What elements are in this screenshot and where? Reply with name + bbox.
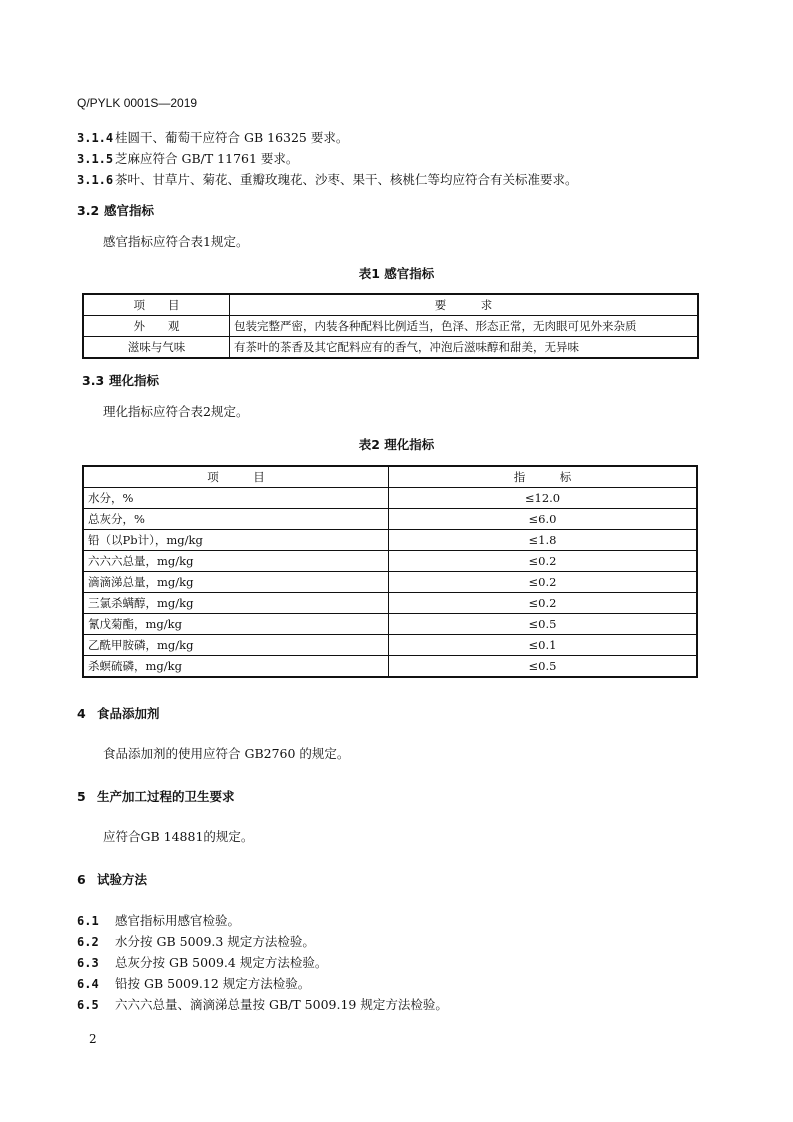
table-cell: 滋味与气味 [83, 337, 230, 359]
section-6-heading [77, 872, 147, 888]
table-cell: ≤0.2 [389, 572, 698, 593]
clause-3-1-4 [77, 130, 348, 146]
section-number: 4 [77, 706, 86, 721]
table1-title: 表1 感官指标 [358, 266, 435, 281]
clause-number: 6.4 [77, 977, 99, 991]
section-3-3-heading [82, 373, 159, 389]
table-row [83, 316, 698, 337]
table-row [83, 572, 697, 593]
section-4-text: 食品添加剂的使用应符合 GB2760 的规定。 [103, 746, 350, 761]
section-title: 感官指标 [104, 203, 155, 218]
table-cell: 水分，% [83, 488, 389, 509]
table-cell: ≤0.5 [389, 656, 698, 678]
section-3-2-text: 感官指标应符合表1规定。 [103, 234, 249, 249]
table-cell: 包装完整严密，内装各种配料比例适当，色泽、形态正常，无肉眼可见外来杂质 [230, 316, 699, 337]
section-4-heading [77, 706, 160, 722]
clause-text: 芝麻应符合 GB/T 11761 要求。 [115, 151, 299, 166]
clause-number: 6.3 [77, 956, 99, 970]
table-cell: ≤0.1 [389, 635, 698, 656]
clause-number: 6.2 [77, 935, 99, 949]
table-cell: 有茶叶的茶香及其它配料应有的香气，冲泡后滋味醇和甜美，无异味 [230, 337, 699, 359]
table-cell: 总灰分，% [83, 509, 389, 530]
clause-number: 3.1.6 [77, 173, 114, 187]
header-cell: 要 求 [230, 294, 699, 316]
table-cell: 滴滴涕总量，mg/kg [83, 572, 389, 593]
table-cell: ≤6.0 [389, 509, 698, 530]
section-3-2-heading [77, 203, 154, 219]
table-cell: 三氯杀螨醇，mg/kg [83, 593, 389, 614]
table-row [83, 488, 697, 509]
clause-text: 茶叶、甘草片、菊花、重瓣玫瑰花、沙枣、果干、核桃仁等均应符合有关标准要求。 [115, 172, 578, 187]
table-cell: 乙酰甲胺磷，mg/kg [83, 635, 389, 656]
table-cell: 外 观 [83, 316, 230, 337]
table2-title: 表2 理化指标 [358, 437, 435, 452]
table-cell: ≤0.2 [389, 593, 698, 614]
table-row [83, 337, 698, 359]
clause-number: 3.1.5 [77, 152, 114, 166]
clause-6-3 [77, 955, 327, 971]
clause-3-1-6 [77, 172, 578, 188]
section-title: 试验方法 [97, 872, 148, 887]
page-number: 2 [89, 1032, 97, 1046]
table-cell: ≤0.2 [389, 551, 698, 572]
section-number: 5 [77, 789, 86, 804]
table-row [83, 635, 697, 656]
table-row [83, 614, 697, 635]
table-cell: ≤1.8 [389, 530, 698, 551]
clause-text: 铅按 GB 5009.12 规定方法检验。 [115, 976, 311, 991]
clause-6-4 [77, 976, 310, 992]
clause-6-5 [77, 997, 448, 1013]
section-number: 6 [77, 872, 86, 887]
table-header-row [83, 294, 698, 316]
section-title: 食品添加剂 [97, 706, 160, 721]
table-cell: 氰戊菊酯，mg/kg [83, 614, 389, 635]
clause-text: 水分按 GB 5009.3 规定方法检验。 [115, 934, 315, 949]
header-cell: 项 目 [83, 294, 230, 316]
clause-6-1 [77, 913, 240, 929]
table-cell: ≤12.0 [389, 488, 698, 509]
section-3-3-text: 理化指标应符合表2规定。 [103, 404, 249, 419]
clause-3-1-5 [77, 151, 298, 167]
section-title: 生产加工过程的卫生要求 [97, 789, 235, 804]
header-cell: 项 目 [83, 466, 389, 488]
clause-text: 桂圆干、葡萄干应符合 GB 16325 要求。 [115, 130, 349, 145]
table-row [83, 509, 697, 530]
document-code-header: Q/PYLK 0001S—2019 [77, 96, 198, 110]
section-5-heading [77, 789, 235, 805]
clause-text: 六六六总量、滴滴涕总量按 GB/T 5009.19 规定方法检验。 [115, 997, 448, 1012]
table-cell: 铅（以Pb计），mg/kg [83, 530, 389, 551]
clause-text: 感官指标用感官检验。 [115, 913, 241, 928]
table-row [83, 551, 697, 572]
clause-number: 3.1.4 [77, 131, 114, 145]
section-title: 理化指标 [109, 373, 160, 388]
section-number: 3.3 [82, 373, 105, 388]
clause-text: 总灰分按 GB 5009.4 规定方法检验。 [115, 955, 328, 970]
table-row [83, 530, 697, 551]
clause-number: 6.5 [77, 998, 99, 1012]
header-cell: 指 标 [389, 466, 698, 488]
section-number: 3.2 [77, 203, 100, 218]
clause-number: 6.1 [77, 914, 99, 928]
table-cell: ≤0.5 [389, 614, 698, 635]
section-5-text: 应符合GB 14881的规定。 [103, 829, 254, 844]
table-cell: 六六六总量，mg/kg [83, 551, 389, 572]
physicochemical-table [82, 465, 698, 678]
clause-6-2 [77, 934, 315, 950]
table-header-row [83, 466, 697, 488]
table-row [83, 593, 697, 614]
sensory-table [82, 293, 699, 359]
table-cell: 杀螟硫磷，mg/kg [83, 656, 389, 678]
table-row [83, 656, 697, 678]
